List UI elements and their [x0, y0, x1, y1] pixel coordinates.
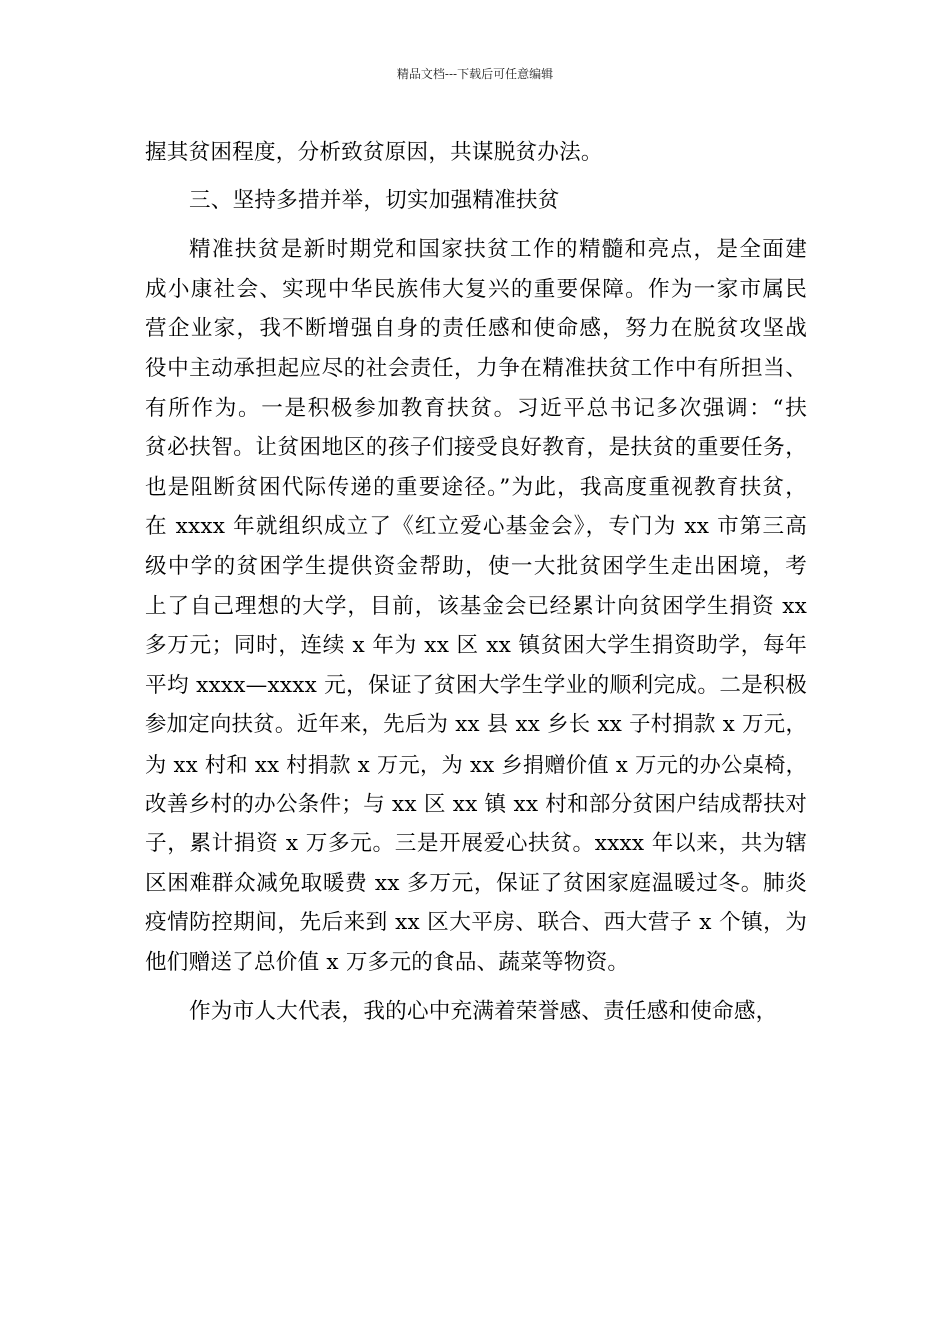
text-line: 作为市人大代表，我的心中充满着荣誉感、责任感和使命感，	[189, 999, 778, 1025]
text-line: 区困难群众减免取暖费 xx 多万元，保证了贫困家庭温暖过冬。肺炎	[145, 870, 807, 896]
section-heading	[145, 181, 807, 221]
document-body	[145, 133, 807, 1032]
paragraph-npc-representative	[145, 992, 807, 1032]
text-line: 役中主动承担起应尽的社会责任，力争在精准扶贫工作中有所担当、	[145, 355, 807, 381]
paragraph-poverty-alleviation	[145, 230, 807, 982]
text-line: 改善乡村的办公条件；与 xx 区 xx 镇 xx 村和部分贫困户结成帮扶对	[145, 791, 807, 817]
text-line: 他们赠送了总价值 x 万多元的食品、蔬菜等物资。	[145, 949, 630, 975]
text-line: 成小康社会、实现中华民族伟大复兴的重要保障。作为一家市属民	[145, 276, 807, 302]
paragraph-continued	[145, 133, 807, 173]
text-line: 级中学的贫困学生提供资金帮助，使一大批贫困学生走出困境，考	[145, 553, 807, 579]
text-line: 握其贫困程度，分析致贫原因，共谋脱贫办法。	[145, 140, 603, 165]
text-line: 上了自己理想的大学，目前，该基金会已经累计向贫困学生捐资 xx	[145, 593, 807, 619]
text-line: 在 xxxx 年就组织成立了《红立爱心基金会》，专门为 xx 市第三高	[145, 514, 807, 540]
text-line: 也是阻断贫困代际传递的重要途径。”为此，我高度重视教育扶贫，	[145, 474, 807, 500]
text-line: 平均 xxxx—xxxx 元，保证了贫困大学生学业的顺利完成。二是积极	[145, 672, 807, 698]
page-header: 精品文档---下载后可任意编辑	[396, 67, 554, 81]
text-line: 多万元；同时，连续 x 年为 xx 区 xx 镇贫困大学生捐资助学，每年	[145, 633, 807, 659]
text-line: 子，累计捐资 x 万多元。三是开展爱心扶贫。xxxx 年以来，共为辖	[145, 831, 807, 857]
text-line: 为 xx 村和 xx 村捐款 x 万元，为 xx 乡捐赠价值 x 万元的办公桌椅，	[145, 751, 807, 777]
text-line: 营企业家，我不断增强自身的责任感和使命感，努力在脱贫攻坚战	[145, 316, 807, 342]
text-line: 疫情防控期间，先后来到 xx 区大平房、联合、西大营子 x 个镇，为	[145, 910, 807, 936]
text-line: 有所作为。一是积极参加教育扶贫。习近平总书记多次强调：“扶	[145, 395, 807, 421]
text-line: 精准扶贫是新时期党和国家扶贫工作的精髓和亮点，是全面建	[189, 237, 807, 263]
text-line: 贫必扶智。让贫困地区的孩子们接受良好教育，是扶贫的重要任务，	[145, 435, 807, 461]
text-line: 参加定向扶贫。近年来，先后为 xx 县 xx 乡长 xx 子村捐款 x 万元，	[145, 712, 807, 738]
text-line: 三、坚持多措并举，切实加强精准扶贫	[189, 187, 560, 213]
